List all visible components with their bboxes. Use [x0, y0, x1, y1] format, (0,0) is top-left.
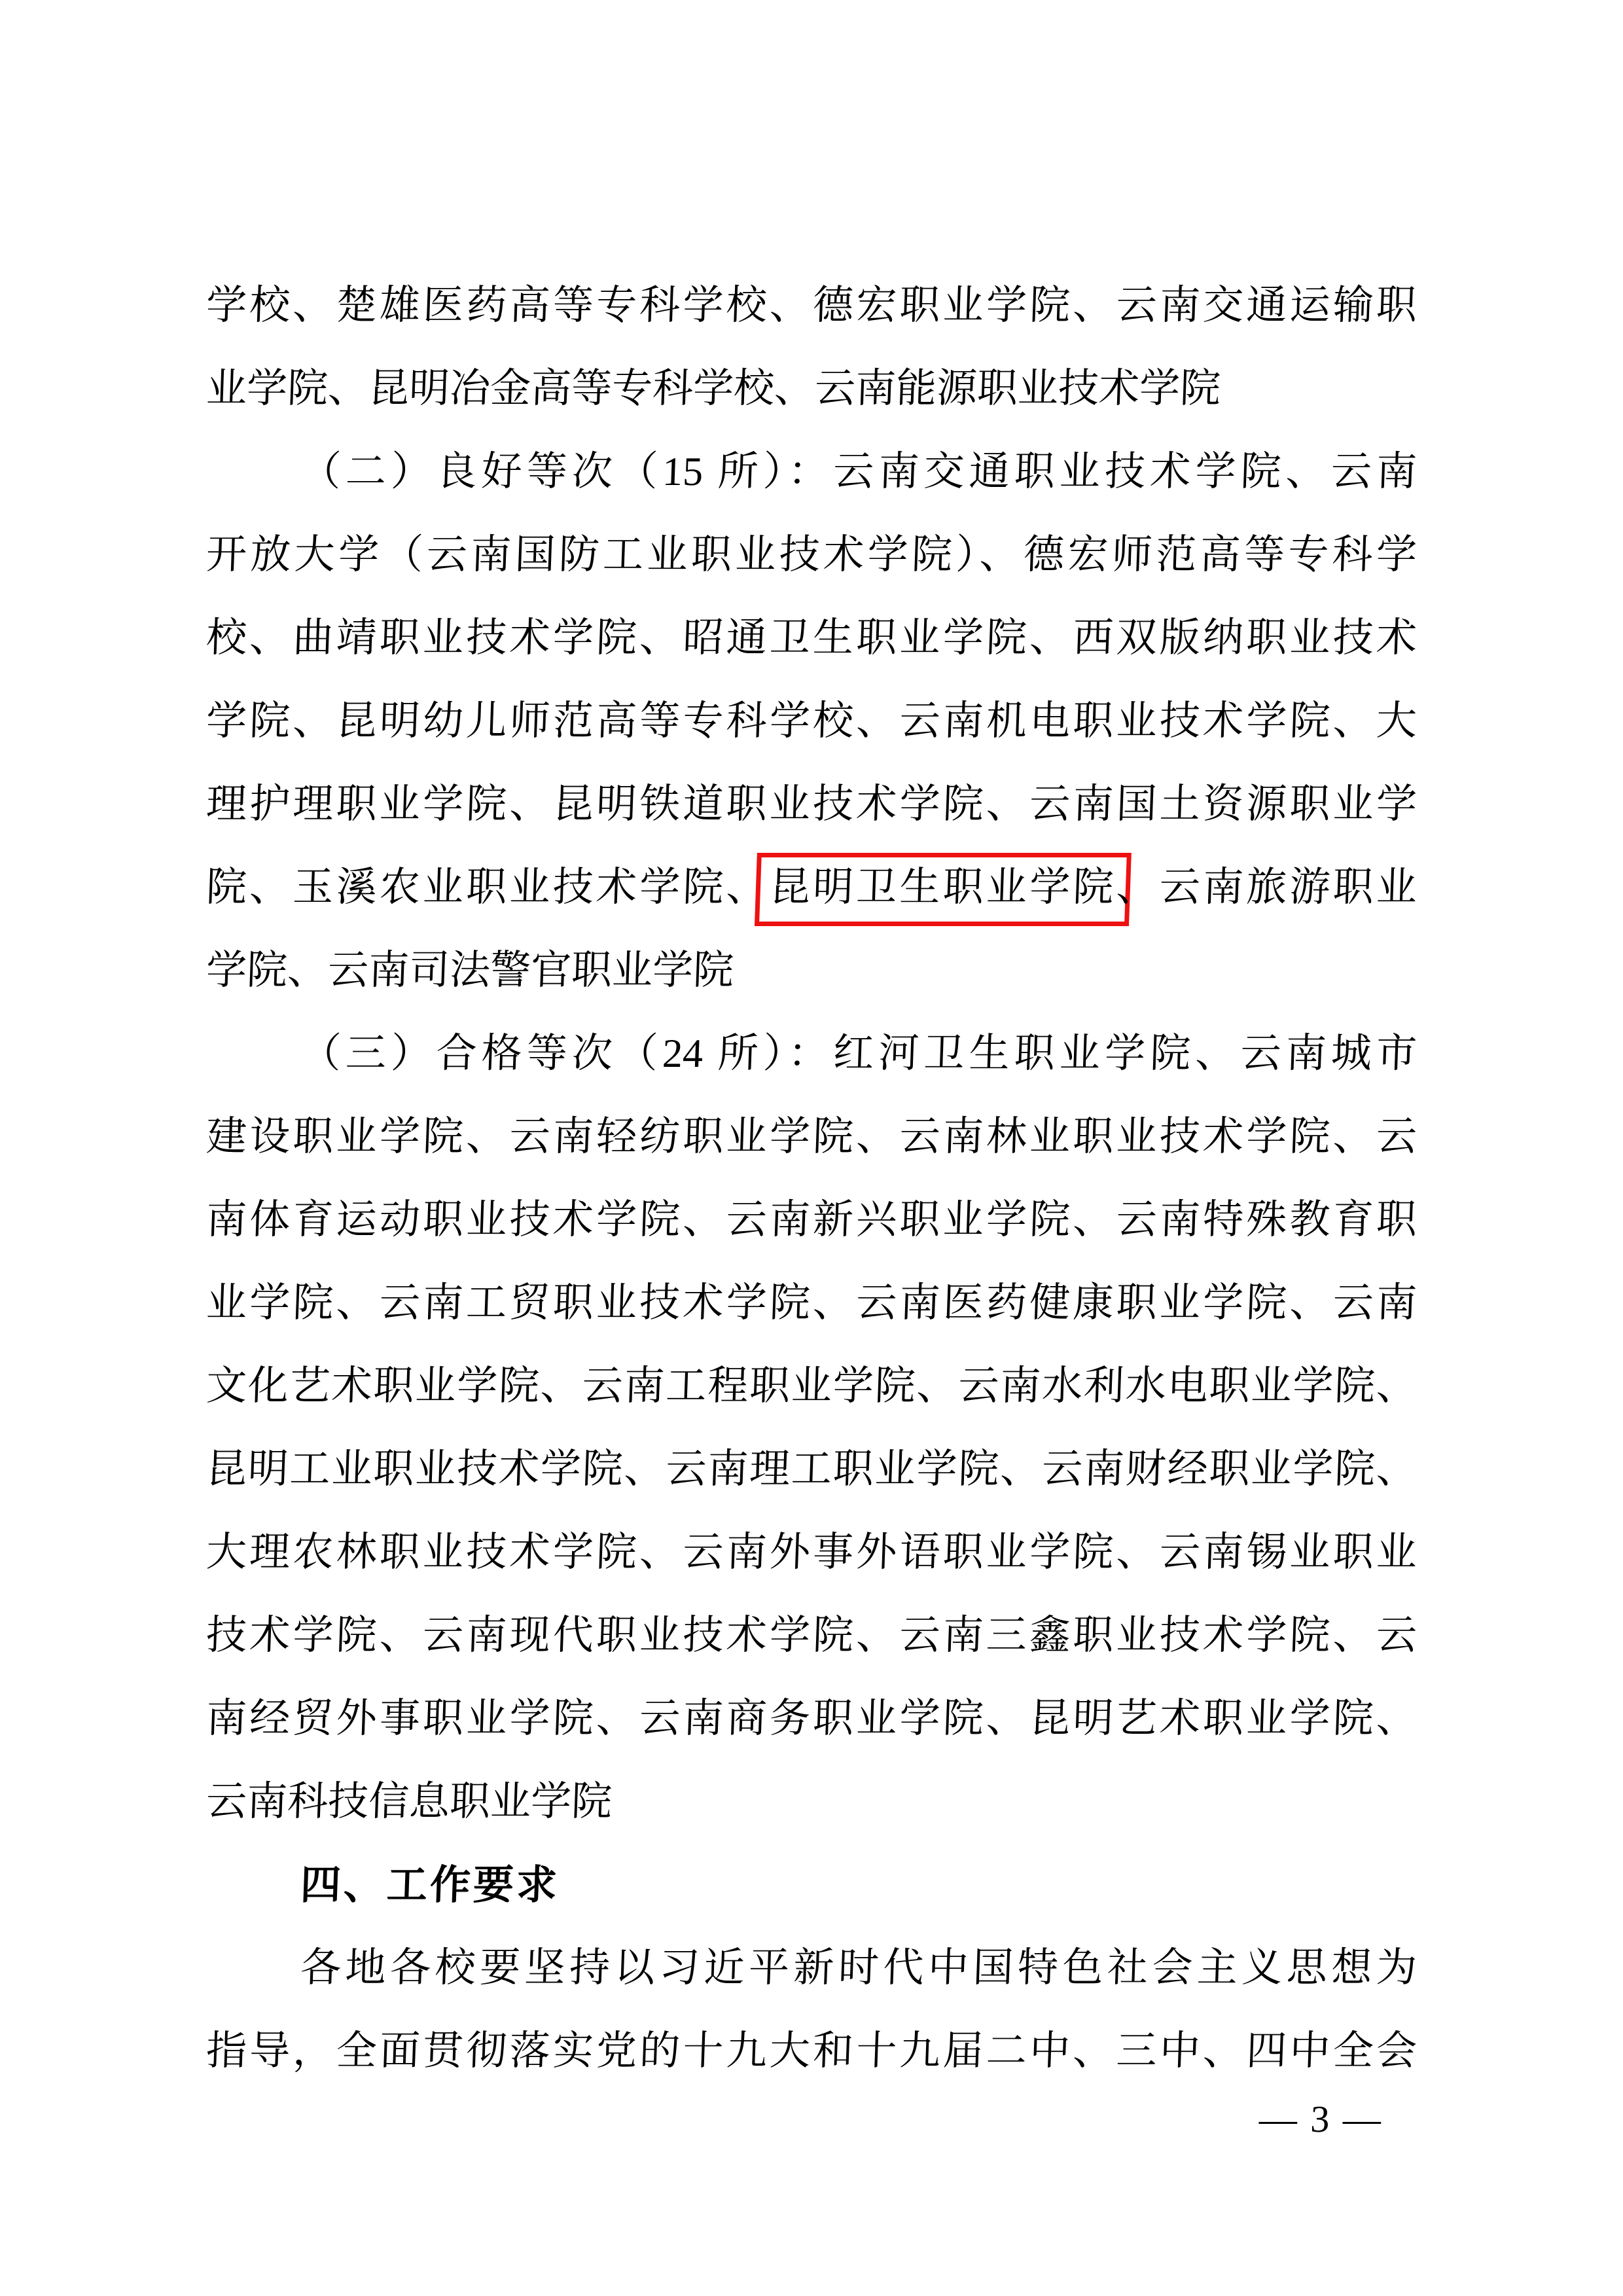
highlighted-text: 昆明卫生职业学院	[768, 865, 1117, 910]
highlight-box	[755, 853, 1132, 926]
text-line: 云南科技信息职业学院	[205, 1780, 613, 1824]
text-line: （三）合格等次（24 所）：红河卫生职业学院、云南城市	[299, 1031, 1418, 1076]
text-line: 学院、昆明幼儿师范高等专科学校、云南机电职业技术学院、大	[205, 699, 1418, 744]
text-segment: 、云南旅游职业	[1115, 865, 1418, 910]
text-line: 业学院、昆明冶金高等专科学校、云南能源职业技术学院	[205, 367, 1222, 411]
text-line: 大理农林职业技术学院、云南外事外语职业学院、云南锡业职业	[205, 1530, 1418, 1575]
text-line: 各地各校要坚持以习近平新时代中国特色社会主义思想为	[299, 1946, 1418, 1990]
text-line: 技术学院、云南现代职业技术学院、云南三鑫职业技术学院、云	[205, 1613, 1418, 1658]
text-line: 文化艺术职业学院、云南工程职业学院、云南水利水电职业学院、	[205, 1364, 1418, 1408]
document-body	[206, 264, 1417, 2093]
page-number: — 3 —	[1258, 2098, 1382, 2140]
text-segment: 院、玉溪农业职业技术学院、	[205, 865, 771, 910]
text-line: 开放大学（云南国防工业职业技术学院）、德宏师范高等专科学	[205, 533, 1418, 577]
text-line: 理护理职业学院、昆明铁道职业技术学院、云南国土资源职业学	[205, 782, 1418, 827]
text-line: 南经贸外事职业学院、云南商务职业学院、昆明艺术职业学院、	[205, 1696, 1418, 1741]
text-line: 指导，全面贯彻落实党的十九大和十九届二中、三中、四中全会	[205, 2029, 1418, 2073]
text-line: 学校、楚雄医药高等专科学校、德宏职业学院、云南交通运输职	[205, 283, 1418, 328]
text-line: 昆明工业职业技术学院、云南理工职业学院、云南财经职业学院、	[205, 1447, 1418, 1492]
text-line: 业学院、云南工贸职业技术学院、云南医药健康职业学院、云南	[205, 1281, 1418, 1325]
text-line-with-highlight	[205, 846, 1418, 929]
text-line: （二）良好等次（15 所）：云南交通职业技术学院、云南	[299, 450, 1418, 494]
text-line: 学院、云南司法警官职业学院	[205, 948, 735, 993]
text-line: 南体育运动职业技术学院、云南新兴职业学院、云南特殊教育职	[205, 1198, 1418, 1242]
text-line: 建设职业学院、云南轻纺职业学院、云南林业职业技术学院、云	[205, 1115, 1418, 1159]
section-heading: 四、工作要求	[299, 1863, 561, 1908]
text-line: 校、曲靖职业技术学院、昭通卫生职业学院、西双版纳职业技术	[205, 616, 1418, 660]
